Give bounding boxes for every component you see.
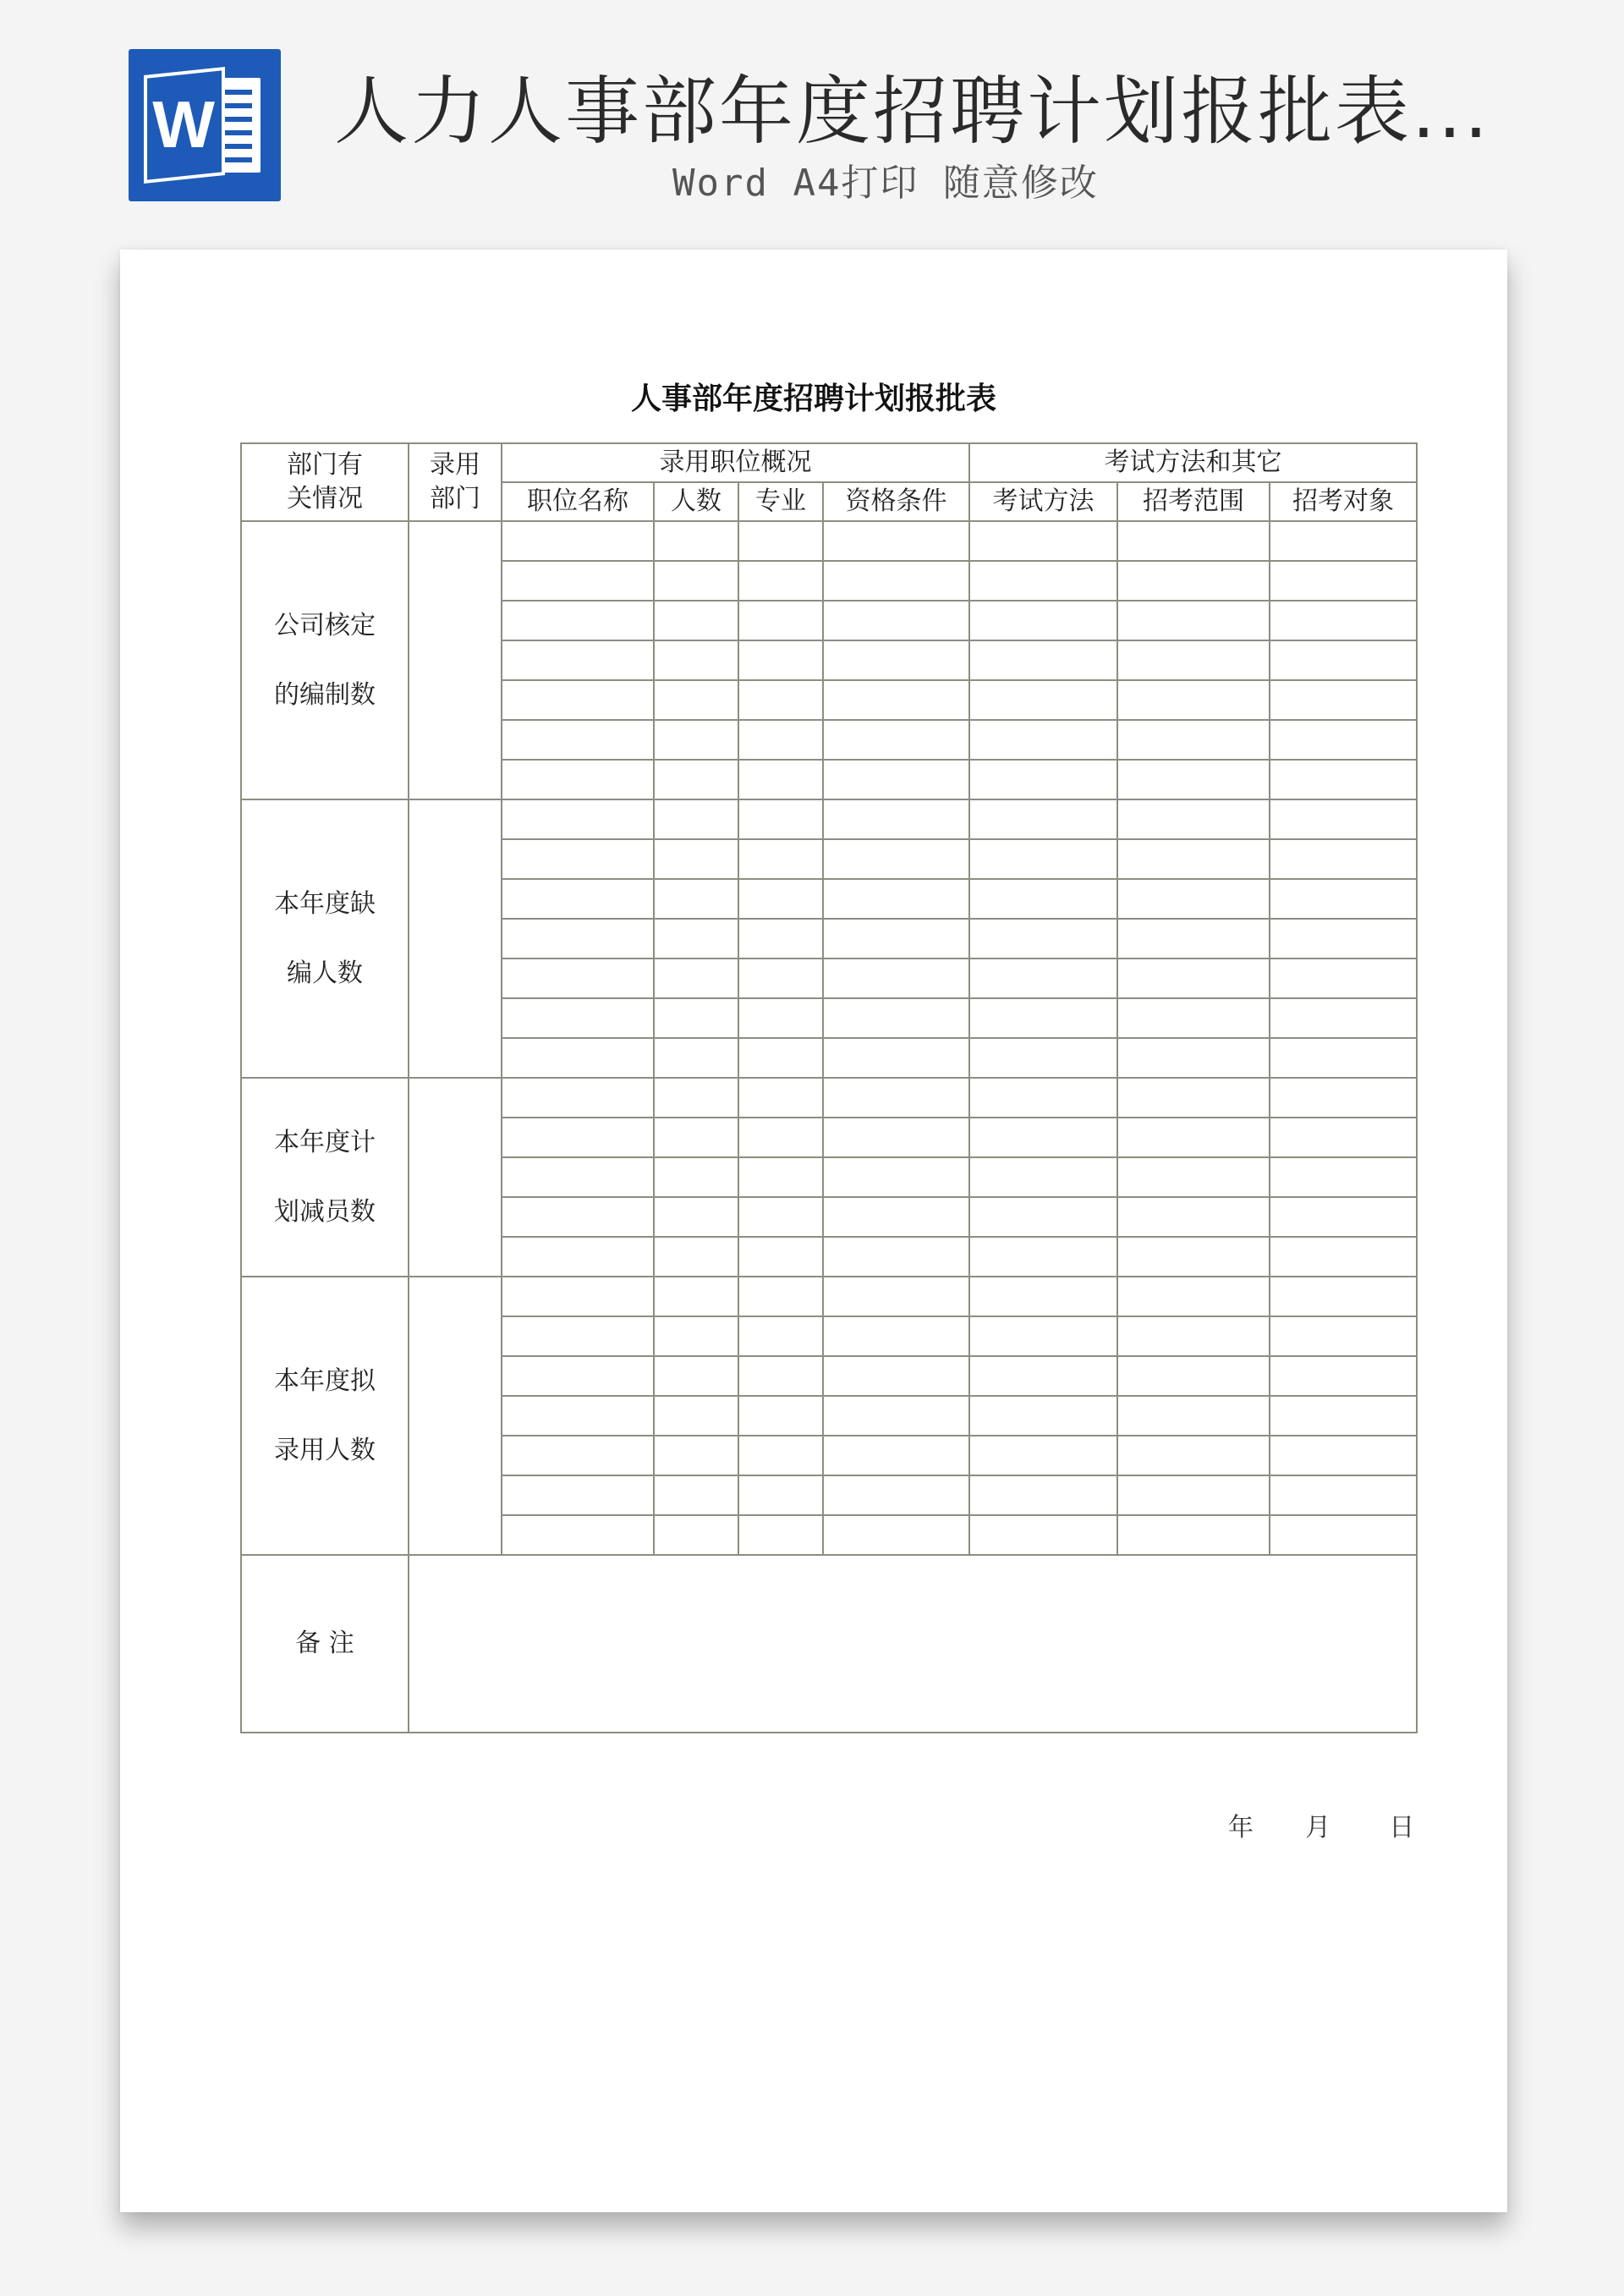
table-row bbox=[241, 1078, 1417, 1118]
table-cell[interactable] bbox=[969, 1237, 1117, 1277]
table-cell[interactable] bbox=[1270, 1475, 1417, 1515]
word-letter: W bbox=[152, 87, 215, 162]
table-cell[interactable] bbox=[823, 998, 969, 1038]
table-cell[interactable] bbox=[738, 1356, 823, 1396]
table-cell[interactable] bbox=[1117, 839, 1270, 879]
table-cell[interactable] bbox=[823, 879, 969, 919]
table-cell[interactable] bbox=[654, 1396, 738, 1436]
table-cell[interactable] bbox=[738, 1197, 823, 1237]
header-position-name: 职位名称 bbox=[502, 482, 654, 521]
section-label bbox=[241, 521, 409, 799]
remark-row bbox=[241, 1555, 1417, 1733]
table-cell[interactable] bbox=[738, 879, 823, 919]
banner-title: 人力人事部年度招聘计划报批表... bbox=[334, 68, 1490, 155]
table-cell[interactable] bbox=[738, 1157, 823, 1197]
table-cell[interactable] bbox=[502, 919, 654, 958]
table-cell[interactable] bbox=[1270, 640, 1417, 680]
table-cell[interactable] bbox=[1117, 1237, 1270, 1277]
table-cell[interactable] bbox=[823, 521, 969, 561]
table-cell[interactable] bbox=[502, 1316, 654, 1356]
table-cell[interactable] bbox=[654, 1197, 738, 1237]
table-cell[interactable] bbox=[1117, 1118, 1270, 1157]
table-cell[interactable] bbox=[654, 720, 738, 760]
table-cell[interactable] bbox=[1270, 998, 1417, 1038]
table-cell[interactable] bbox=[969, 680, 1117, 720]
table-cell[interactable] bbox=[738, 720, 823, 760]
table-row bbox=[241, 1277, 1417, 1316]
table-cell[interactable] bbox=[738, 1118, 823, 1157]
table-cell[interactable] bbox=[502, 1436, 654, 1475]
table-cell[interactable] bbox=[654, 1316, 738, 1356]
table-cell[interactable] bbox=[1117, 998, 1270, 1038]
table-cell[interactable] bbox=[738, 1436, 823, 1475]
table-cell[interactable] bbox=[654, 799, 738, 839]
header-major: 专业 bbox=[738, 482, 823, 521]
table-cell[interactable] bbox=[969, 1475, 1117, 1515]
table-cell[interactable] bbox=[1117, 1436, 1270, 1475]
table-cell[interactable] bbox=[1270, 720, 1417, 760]
table-cell[interactable] bbox=[1270, 1277, 1417, 1316]
table-cell[interactable] bbox=[502, 839, 654, 879]
date-month-label: 月 bbox=[1305, 1813, 1331, 1843]
table-cell[interactable] bbox=[502, 1118, 654, 1157]
table-cell[interactable] bbox=[1270, 958, 1417, 998]
table-cell[interactable] bbox=[1117, 1396, 1270, 1436]
table-cell[interactable] bbox=[738, 1237, 823, 1277]
section-label-line: 本年度缺 bbox=[274, 888, 376, 919]
table-cell[interactable] bbox=[1270, 1118, 1417, 1157]
table-cell[interactable] bbox=[738, 601, 823, 640]
table-cell[interactable] bbox=[1270, 799, 1417, 839]
table-cell[interactable] bbox=[1270, 1515, 1417, 1555]
table-cell[interactable] bbox=[969, 958, 1117, 998]
table-cell[interactable] bbox=[738, 1277, 823, 1316]
table-cell[interactable] bbox=[969, 561, 1117, 601]
table-cell[interactable] bbox=[502, 799, 654, 839]
table-cell[interactable] bbox=[738, 1078, 823, 1118]
section-label bbox=[241, 1078, 409, 1277]
table-cell[interactable] bbox=[502, 1356, 654, 1396]
table-cell[interactable] bbox=[1117, 799, 1270, 839]
header-hire-dept-line1: 录用 bbox=[430, 449, 480, 480]
table-cell[interactable] bbox=[654, 760, 738, 799]
table-cell[interactable] bbox=[738, 680, 823, 720]
hire-dept-cell[interactable] bbox=[409, 1277, 502, 1555]
table-cell[interactable] bbox=[1117, 1078, 1270, 1118]
table-cell[interactable] bbox=[738, 1316, 823, 1356]
date-line bbox=[1228, 1806, 1414, 1843]
date-day-label: 日 bbox=[1389, 1813, 1415, 1843]
table-cell[interactable] bbox=[1270, 839, 1417, 879]
table-cell[interactable] bbox=[502, 680, 654, 720]
table-cell[interactable] bbox=[654, 1038, 738, 1078]
table-cell[interactable] bbox=[1117, 521, 1270, 561]
table-cell[interactable] bbox=[823, 1356, 969, 1396]
table-cell[interactable] bbox=[1270, 1396, 1417, 1436]
table-cell[interactable] bbox=[1117, 958, 1270, 998]
header-dept-info bbox=[241, 443, 409, 521]
table-cell[interactable] bbox=[969, 760, 1117, 799]
table-cell[interactable] bbox=[502, 760, 654, 799]
table-cell[interactable] bbox=[502, 958, 654, 998]
table-cell[interactable] bbox=[1270, 879, 1417, 919]
table-cell[interactable] bbox=[969, 1277, 1117, 1316]
banner bbox=[0, 0, 1624, 245]
table-cell[interactable] bbox=[654, 1118, 738, 1157]
table-cell[interactable] bbox=[969, 640, 1117, 680]
table-cell[interactable] bbox=[654, 1436, 738, 1475]
table-cell[interactable] bbox=[1270, 1197, 1417, 1237]
table-cell[interactable] bbox=[502, 1197, 654, 1237]
table-cell[interactable] bbox=[738, 919, 823, 958]
table-cell[interactable] bbox=[823, 1118, 969, 1157]
table-cell[interactable] bbox=[654, 1277, 738, 1316]
table-cell[interactable] bbox=[823, 601, 969, 640]
table-cell[interactable] bbox=[738, 640, 823, 680]
table-cell[interactable] bbox=[823, 1475, 969, 1515]
table-cell[interactable] bbox=[1117, 1515, 1270, 1555]
header-exam-method: 考试方法 bbox=[969, 482, 1117, 521]
table-cell[interactable] bbox=[1117, 919, 1270, 958]
table-cell[interactable] bbox=[654, 1078, 738, 1118]
table-cell[interactable] bbox=[502, 521, 654, 561]
header-exam-method-other: 考试方法和其它 bbox=[969, 443, 1417, 482]
table-cell[interactable] bbox=[823, 1436, 969, 1475]
table-cell[interactable] bbox=[969, 799, 1117, 839]
table-cell[interactable] bbox=[1117, 1038, 1270, 1078]
table-cell[interactable] bbox=[969, 1118, 1117, 1157]
word-doc-icon bbox=[129, 49, 281, 201]
table-cell[interactable] bbox=[1117, 1157, 1270, 1197]
table-cell[interactable] bbox=[969, 1197, 1117, 1237]
recruitment-plan-table bbox=[240, 442, 1418, 1733]
table-cell[interactable] bbox=[502, 1515, 654, 1555]
table-cell[interactable] bbox=[969, 720, 1117, 760]
table-cell[interactable] bbox=[823, 1038, 969, 1078]
table-cell[interactable] bbox=[502, 1475, 654, 1515]
table-cell[interactable] bbox=[823, 561, 969, 601]
section-label-line: 编人数 bbox=[287, 958, 363, 988]
table-cell[interactable] bbox=[823, 799, 969, 839]
section-label bbox=[241, 1277, 409, 1555]
table-cell[interactable] bbox=[654, 561, 738, 601]
table-cell[interactable] bbox=[654, 680, 738, 720]
table-cell[interactable] bbox=[1117, 680, 1270, 720]
table-cell[interactable] bbox=[738, 760, 823, 799]
table-cell[interactable] bbox=[969, 839, 1117, 879]
table-cell[interactable] bbox=[823, 958, 969, 998]
table-cell[interactable] bbox=[969, 1436, 1117, 1475]
table-cell[interactable] bbox=[1117, 640, 1270, 680]
table-cell[interactable] bbox=[823, 720, 969, 760]
remark-label: 备 注 bbox=[241, 1555, 409, 1733]
table-row bbox=[241, 521, 1417, 561]
table-cell[interactable] bbox=[1270, 521, 1417, 561]
table-cell[interactable] bbox=[1270, 601, 1417, 640]
table-cell[interactable] bbox=[738, 998, 823, 1038]
table-cell[interactable] bbox=[738, 521, 823, 561]
table-cell[interactable] bbox=[738, 1515, 823, 1555]
table-cell[interactable] bbox=[654, 601, 738, 640]
table-cell[interactable] bbox=[1270, 1237, 1417, 1277]
section-label-line: 划减员数 bbox=[274, 1196, 376, 1227]
table-cell[interactable] bbox=[654, 998, 738, 1038]
table-cell[interactable] bbox=[654, 839, 738, 879]
section-label-line: 的编制数 bbox=[274, 679, 376, 710]
table-cell[interactable] bbox=[502, 1157, 654, 1197]
table-cell[interactable] bbox=[823, 919, 969, 958]
table-cell[interactable] bbox=[1270, 1157, 1417, 1197]
table-cell[interactable] bbox=[654, 1475, 738, 1515]
table-cell[interactable] bbox=[969, 521, 1117, 561]
table-cell[interactable] bbox=[654, 1515, 738, 1555]
table-cell[interactable] bbox=[1117, 879, 1270, 919]
hire-dept-cell[interactable] bbox=[409, 1078, 502, 1277]
table-cell[interactable] bbox=[969, 1078, 1117, 1118]
table-cell[interactable] bbox=[654, 1237, 738, 1277]
table-cell[interactable] bbox=[502, 1078, 654, 1118]
table-cell[interactable] bbox=[654, 1356, 738, 1396]
table-cell[interactable] bbox=[969, 601, 1117, 640]
table-cell[interactable] bbox=[502, 720, 654, 760]
table-cell[interactable] bbox=[823, 1237, 969, 1277]
table-cell[interactable] bbox=[1270, 1316, 1417, 1356]
table-cell[interactable] bbox=[1270, 561, 1417, 601]
section-label-line: 录用人数 bbox=[274, 1435, 376, 1465]
table-cell[interactable] bbox=[502, 561, 654, 601]
hire-dept-cell[interactable] bbox=[409, 799, 502, 1078]
table-cell[interactable] bbox=[654, 879, 738, 919]
table-cell[interactable] bbox=[502, 601, 654, 640]
table-cell[interactable] bbox=[969, 1157, 1117, 1197]
table-cell[interactable] bbox=[654, 640, 738, 680]
table-cell[interactable] bbox=[1117, 1356, 1270, 1396]
table-cell[interactable] bbox=[738, 799, 823, 839]
table-cell[interactable] bbox=[502, 998, 654, 1038]
banner-subtitle: Word A4打印 随意修改 bbox=[672, 162, 1099, 205]
table-cell[interactable] bbox=[969, 1515, 1117, 1555]
table-cell[interactable] bbox=[654, 521, 738, 561]
table-cell[interactable] bbox=[1117, 561, 1270, 601]
table-cell[interactable] bbox=[823, 1396, 969, 1436]
header-position-overview: 录用职位概况 bbox=[502, 443, 969, 482]
table-cell[interactable] bbox=[502, 640, 654, 680]
header-headcount: 人数 bbox=[654, 482, 738, 521]
document-title: 人事部年度招聘计划报批表 bbox=[630, 381, 996, 416]
header-recruit-scope: 招考范围 bbox=[1117, 482, 1270, 521]
table-cell[interactable] bbox=[969, 1396, 1117, 1436]
table-cell[interactable] bbox=[738, 1475, 823, 1515]
date-year-label: 年 bbox=[1228, 1813, 1254, 1843]
section-label-line: 本年度拟 bbox=[274, 1365, 376, 1396]
table-cell[interactable] bbox=[738, 561, 823, 601]
section-label bbox=[241, 799, 409, 1078]
table-cell[interactable] bbox=[823, 839, 969, 879]
table-cell[interactable] bbox=[654, 958, 738, 998]
table-cell[interactable] bbox=[1117, 1197, 1270, 1237]
header-row-1 bbox=[241, 443, 1417, 482]
table-cell[interactable] bbox=[823, 1277, 969, 1316]
table-cell[interactable] bbox=[1117, 720, 1270, 760]
table-cell[interactable] bbox=[1270, 680, 1417, 720]
table-cell[interactable] bbox=[823, 760, 969, 799]
table-cell[interactable] bbox=[1270, 1356, 1417, 1396]
header-qualifications: 资格条件 bbox=[823, 482, 969, 521]
table-cell[interactable] bbox=[969, 1356, 1117, 1396]
table-cell[interactable] bbox=[823, 1157, 969, 1197]
table-cell[interactable] bbox=[969, 919, 1117, 958]
table-cell[interactable] bbox=[1117, 601, 1270, 640]
table-cell[interactable] bbox=[823, 1515, 969, 1555]
section-label-line: 本年度计 bbox=[274, 1127, 376, 1157]
table-cell[interactable] bbox=[1117, 760, 1270, 799]
table-cell[interactable] bbox=[1270, 919, 1417, 958]
table-cell[interactable] bbox=[823, 1197, 969, 1237]
table-row bbox=[241, 799, 1417, 839]
table-cell[interactable] bbox=[502, 1396, 654, 1436]
table-cell[interactable] bbox=[823, 680, 969, 720]
document-page bbox=[120, 250, 1507, 2212]
table-cell[interactable] bbox=[654, 1157, 738, 1197]
header-hire-dept-line2: 部门 bbox=[430, 484, 480, 514]
table-cell[interactable] bbox=[969, 879, 1117, 919]
table-cell[interactable] bbox=[1117, 1475, 1270, 1515]
table-cell[interactable] bbox=[502, 1277, 654, 1316]
table-cell[interactable] bbox=[502, 1237, 654, 1277]
table-cell[interactable] bbox=[1270, 1436, 1417, 1475]
table-cell[interactable] bbox=[823, 640, 969, 680]
remark-field[interactable] bbox=[409, 1555, 1417, 1733]
table-cell[interactable] bbox=[823, 1316, 969, 1356]
table-cell[interactable] bbox=[969, 1316, 1117, 1356]
table-cell[interactable] bbox=[1270, 760, 1417, 799]
table-cell[interactable] bbox=[969, 998, 1117, 1038]
hire-dept-cell[interactable] bbox=[409, 521, 502, 799]
header-dept-info-line2: 关情况 bbox=[287, 484, 363, 514]
table-cell[interactable] bbox=[738, 1396, 823, 1436]
table-cell[interactable] bbox=[738, 839, 823, 879]
table-cell[interactable] bbox=[654, 919, 738, 958]
section-label-line: 公司核定 bbox=[274, 610, 376, 640]
table-cell[interactable] bbox=[969, 1038, 1117, 1078]
header-dept-info-line1: 部门有 bbox=[287, 449, 363, 480]
header-recruit-target: 招考对象 bbox=[1270, 482, 1417, 521]
table-cell[interactable] bbox=[1117, 1277, 1270, 1316]
table-cell[interactable] bbox=[502, 879, 654, 919]
table-cell[interactable] bbox=[823, 1078, 969, 1118]
table-cell[interactable] bbox=[738, 958, 823, 998]
table-cell[interactable] bbox=[1270, 1078, 1417, 1118]
header-hire-dept bbox=[409, 443, 502, 521]
table-cell[interactable] bbox=[1270, 1038, 1417, 1078]
table-cell[interactable] bbox=[1117, 1316, 1270, 1356]
table-cell[interactable] bbox=[738, 1038, 823, 1078]
table-cell[interactable] bbox=[502, 1038, 654, 1078]
